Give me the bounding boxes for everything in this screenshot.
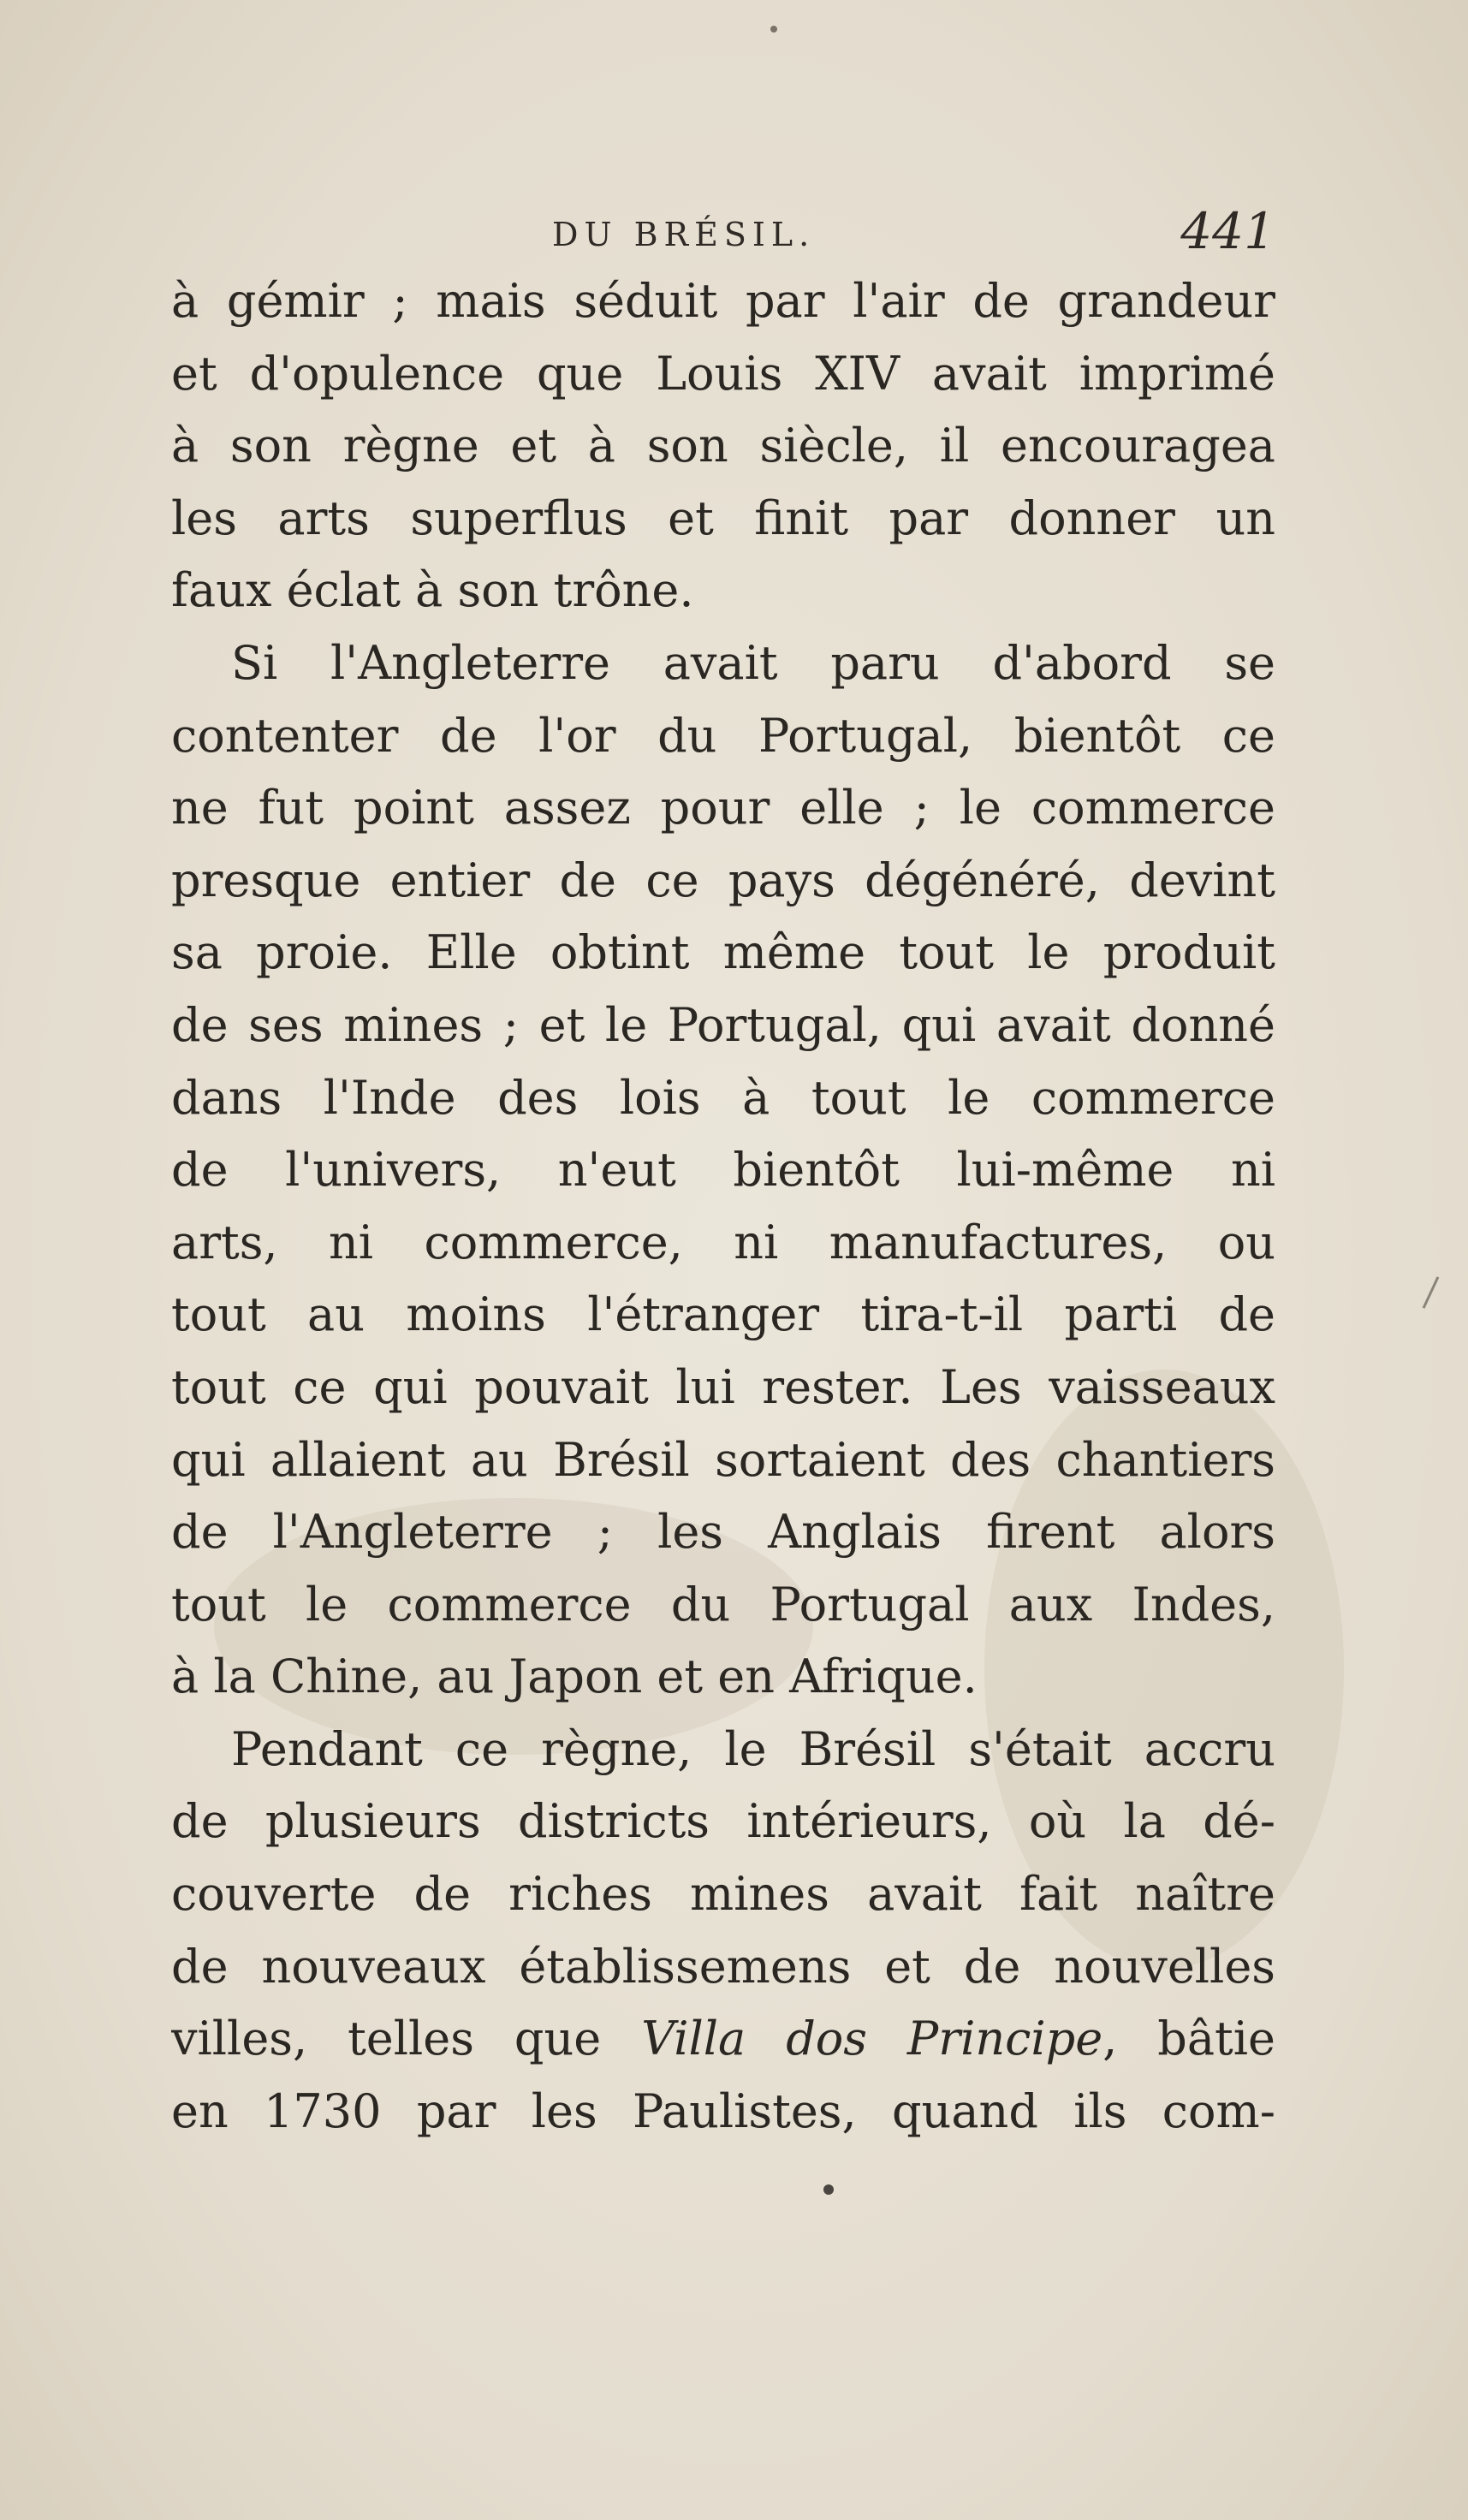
running-head: DU BRÉSIL. xyxy=(552,216,816,253)
text-line: dans l'Inde des lois à tout le commerce xyxy=(171,1070,1275,1125)
text-line: de l'univers, n'eut bientôt lui-même ni xyxy=(171,1143,1275,1198)
italic-place-name: Villa dos Principe xyxy=(641,2012,1103,2066)
text-line: de plusieurs districts intérieurs, où la dé- xyxy=(171,1794,1275,1849)
text-line: de ses mines ; et le Portugal, qui avait donné xyxy=(171,997,1275,1052)
text-line: les arts superflus et finit par donner un xyxy=(171,490,1275,545)
text-line: et d'opulence que Louis XIV avait imprimé xyxy=(171,346,1275,401)
text-fragment: villes, telles que xyxy=(171,2012,642,2066)
body-text xyxy=(171,265,1275,2148)
text-line: contenter de l'or du Portugal, bientôt ce xyxy=(171,708,1275,763)
text-line: faux éclat à son trône. xyxy=(171,563,694,618)
text-line: presque entier de ce pays dégénéré, devint xyxy=(171,853,1275,907)
page-header xyxy=(171,202,1275,270)
ink-dot xyxy=(823,2184,834,2195)
text-line: tout au moins l'étranger tira-t-il parti de xyxy=(171,1287,1275,1342)
text-line: tout ce qui pouvait lui rester. Les vaisseaux xyxy=(171,1359,1275,1414)
text-line: tout le commerce du Portugal aux Indes, xyxy=(171,1577,1275,1631)
text-line: à son règne et à son siècle, il encouragea xyxy=(171,419,1275,473)
text-line: qui allaient au Brésil sortaient des chantiers xyxy=(171,1432,1275,1487)
text-line: à la Chine, au Japon et en Afrique. xyxy=(171,1649,978,1704)
ink-dot xyxy=(770,26,777,33)
text-line: couverte de riches mines avait fait naître xyxy=(171,1867,1275,1922)
text-line: de l'Angleterre ; les Anglais firent alors xyxy=(171,1505,1275,1560)
text-line: de nouveaux établissemens et de nouvelles xyxy=(171,1939,1275,1994)
text-fragment: , bâtie xyxy=(1102,2012,1275,2066)
text-line: arts, ni commerce, ni manufactures, ou xyxy=(171,1215,1275,1269)
text-line: à gémir ; mais séduit par l'air de grandeur xyxy=(171,274,1275,328)
text-line xyxy=(171,2003,1275,2076)
text-line: en 1730 par les Paulistes, quand ils com- xyxy=(171,2083,1275,2138)
paper-mark xyxy=(1423,1276,1440,1309)
page-number: 441 xyxy=(1180,202,1275,260)
text-line: Si l'Angleterre avait paru d'abord se xyxy=(231,635,1275,690)
text-line: ne fut point assez pour elle ; le commerce xyxy=(171,781,1275,835)
text-line: Pendant ce règne, le Brésil s'était accru xyxy=(231,1721,1275,1776)
text-line: sa proie. Elle obtint même tout le produit xyxy=(171,925,1275,980)
